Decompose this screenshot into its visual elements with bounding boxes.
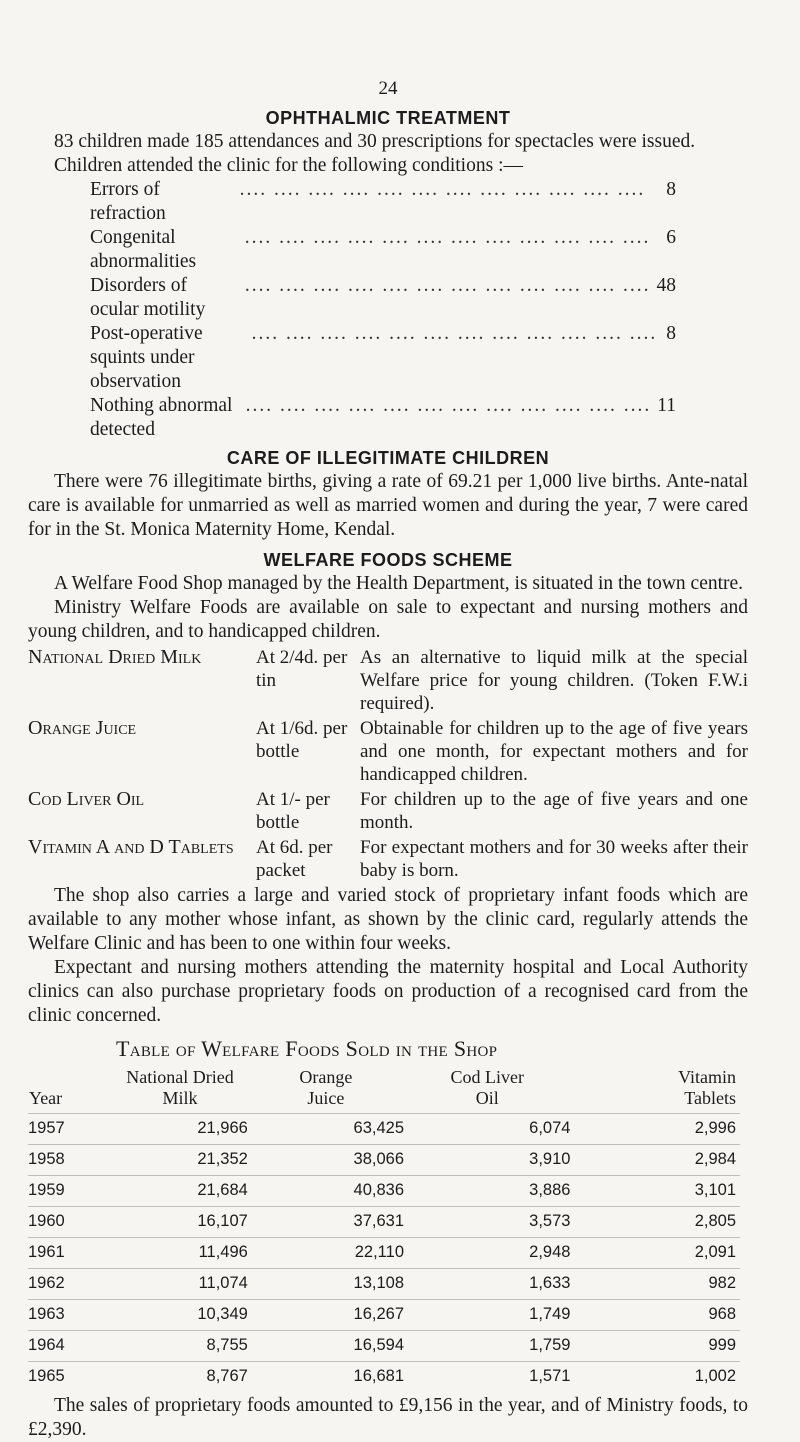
food-note: For expectant mothers and for 30 weeks after their baby is born. [360,837,748,881]
condition-value: 6 [666,227,676,248]
food-row [28,717,748,786]
table-cell: 2,996 [570,1114,740,1145]
condition-row: Disorders of ocular motility .... .... .... .... .... .... .... .... .... .... .... .... 48 [90,275,676,320]
table-cell: 2,948 [404,1238,570,1269]
food-name: National Dried Milk [28,646,202,668]
table-cell: 3,101 [570,1176,740,1207]
table-cell: 1,749 [404,1300,570,1331]
table-row [28,1331,740,1362]
table-row [28,1207,740,1238]
closing-para: The sales of proprietary foods amounted to £9,156 in the year, and of Ministry foods, to £2,390. [28,1395,748,1440]
welfare-para-3: The shop also carries a large and varied stock of proprietary infant foods which are available to any mother whose infant, as shown by the clinic card, regularly attends the Welfare Clinic and has been to one within four weeks. [28,885,748,954]
table-row [28,1238,740,1269]
food-row [28,788,748,834]
condition-value: 48 [656,275,676,296]
table-cell: 3,910 [404,1145,570,1176]
condition-row: Errors of refraction .... .... .... .... .... .... .... .... .... .... .... .... 8 [90,179,676,224]
table-cell: 21,684 [112,1176,248,1207]
cell-year: 1958 [28,1145,112,1176]
conditions-list [90,178,676,442]
header-year: Year [29,1088,63,1108]
table-cell: 38,066 [248,1145,404,1176]
welfare-para-1: A Welfare Food Shop managed by the Health Department, is situated in the town centre. [54,573,744,594]
food-note: Obtainable for children up to the age of five years and one month, for expectant mothers and for handicapped children. [360,718,748,785]
table-cell: 1,759 [404,1331,570,1362]
table-cell: 982 [570,1269,740,1300]
condition-value: 11 [657,395,676,416]
condition-row: Post-operative squints under observation .... .... .... .... .... .... .... .... .... .... .... .... 8 [90,323,676,392]
table-cell: 1,633 [404,1269,570,1300]
food-price: At 6d. per packet [256,837,333,881]
cell-year: 1957 [28,1114,112,1145]
cell-year: 1960 [28,1207,112,1238]
ophthalmic-para-1: 83 children made 185 attendances and 30 prescriptions for spectacles were issued. [54,131,696,152]
illegitimate-para: There were 76 illegitimate births, giving a rate of 69.21 per 1,000 live births. Ante-natal care is available for unmarried as well as married women and during the year, 7 were cared for in the St. Monica Maternity Home, Kendal. [28,471,748,540]
header-orange-juice: Orange Juice [299,1067,353,1108]
condition-row: Congenital abnormalities .... .... .... .... .... .... .... .... .... .... .... .... 6 [90,227,676,272]
food-name: Orange Juice [28,717,137,739]
condition-label: Disorders of ocular motility [90,275,206,320]
table-row [28,1145,740,1176]
table-cell: 16,267 [248,1300,404,1331]
table-cell: 2,091 [570,1238,740,1269]
food-price: At 1/- per bottle [256,789,330,833]
table-cell: 1,571 [404,1362,570,1393]
table-cell: 10,349 [112,1300,248,1331]
welfare-para-4: Expectant and nursing mothers attending the maternity hospital and Local Authority clinics can also purchase proprietary foods on production of a recognised card from the clinic concerned. [28,957,748,1026]
cell-year: 1965 [28,1362,112,1393]
table-cell: 968 [570,1300,740,1331]
table-cell: 6,074 [404,1114,570,1145]
table-cell: 22,110 [248,1238,404,1269]
table-cell: 40,836 [248,1176,404,1207]
table-cell: 8,767 [112,1362,248,1393]
page-number: 24 [378,78,398,99]
table-cell: 8,755 [112,1331,248,1362]
table-cell: 2,805 [570,1207,740,1238]
condition-label: Errors of refraction [90,179,166,224]
table-cell: 16,594 [248,1331,404,1362]
cell-year: 1959 [28,1176,112,1207]
food-name: Vitamin A and D Tablets [28,836,234,858]
table-cell: 999 [570,1331,740,1362]
cell-year: 1962 [28,1269,112,1300]
condition-value: 8 [666,179,676,200]
cell-year: 1961 [28,1238,112,1269]
table-cell: 1,002 [570,1362,740,1393]
welfare-foods-table [28,1066,740,1392]
welfare-para-2: Ministry Welfare Foods are available on sale to expectant and nursing mothers and young children, and to handicapped children. [28,597,748,642]
table-title: Table of Welfare Foods Sold in the Shop [116,1036,498,1061]
table-header-row [28,1066,740,1114]
table-cell: 13,108 [248,1269,404,1300]
table-cell: 11,496 [112,1238,248,1269]
table-cell: 3,886 [404,1176,570,1207]
table-cell: 37,631 [248,1207,404,1238]
table-row [28,1176,740,1207]
table-cell: 63,425 [248,1114,404,1145]
food-price: At 2/4d. per tin [256,647,348,691]
ophthalmic-para-2: Children attended the clinic for the following conditions :— [54,155,523,176]
welfare-foods-list [28,646,748,882]
table-cell: 16,107 [112,1207,248,1238]
illegitimate-heading: CARE OF ILLEGITIMATE CHILDREN [226,448,550,468]
food-note: As an alternative to liquid milk at the special Welfare price for young children. (Token F.W.i required). [360,647,748,714]
food-note: For children up to the age of five years and one month. [360,789,748,833]
food-row [28,646,748,715]
table-row [28,1269,740,1300]
food-price: At 1/6d. per bottle [256,718,348,762]
table-row [28,1362,740,1393]
table-cell: 21,966 [112,1114,248,1145]
cell-year: 1963 [28,1300,112,1331]
table-cell: 2,984 [570,1145,740,1176]
ophthalmic-heading: OPHTHALMIC TREATMENT [265,108,511,128]
food-row [28,836,748,882]
condition-label: Congenital abnormalities [90,227,197,272]
condition-label: Post-operative squints under observation [90,323,203,392]
food-name: Cod Liver Oil [28,788,145,810]
table-cell: 16,681 [248,1362,404,1393]
table-row [28,1300,740,1331]
header-national-dried-milk: National Dried Milk [126,1067,234,1108]
table-cell: 11,074 [112,1269,248,1300]
table-cell: 21,352 [112,1145,248,1176]
header-cod-liver-oil: Cod Liver Oil [450,1067,524,1108]
header-vitamin-tablets: Vitamin Tablets [678,1067,736,1108]
cell-year: 1964 [28,1331,112,1362]
table-cell: 3,573 [404,1207,570,1238]
condition-row: Nothing abnormal detected .... .... .... .... .... .... .... .... .... .... .... .... 11 [90,395,676,440]
welfare-heading: WELFARE FOODS SCHEME [263,550,513,570]
table-row [28,1114,740,1145]
condition-label: Nothing abnormal detected [90,395,233,440]
condition-value: 8 [666,323,676,344]
